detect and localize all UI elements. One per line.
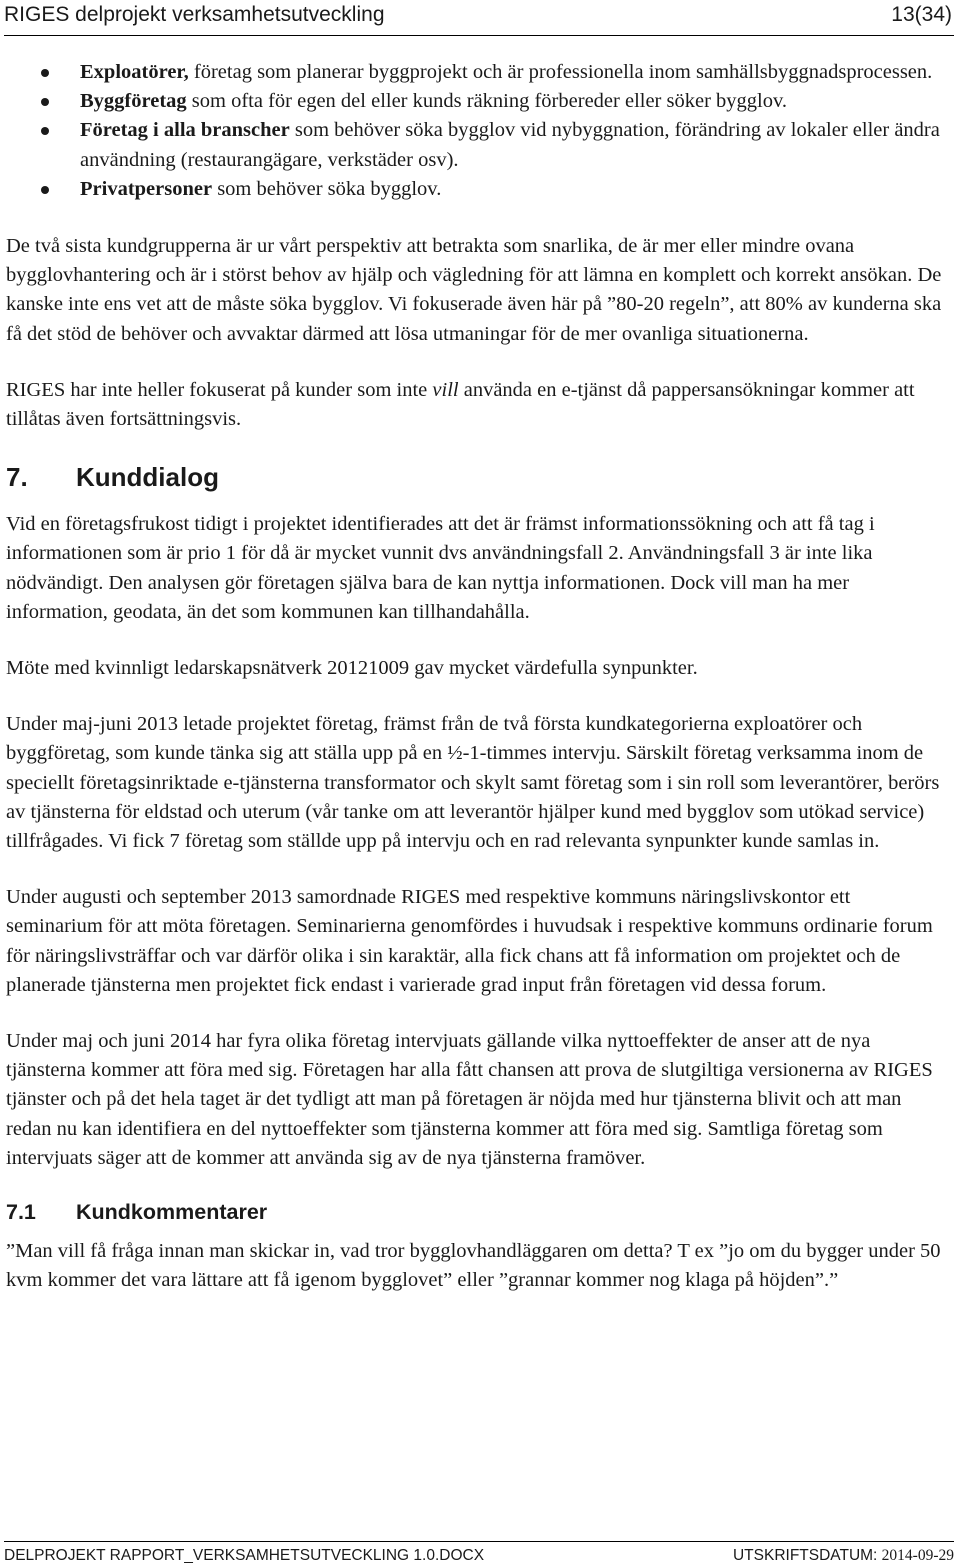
paragraph-paper-applications <box>6 376 950 434</box>
page-number: 13(34) <box>891 3 952 26</box>
bullet-icon <box>41 69 49 77</box>
footer-print-date <box>733 1547 954 1565</box>
section-heading-kunddialog <box>6 460 950 494</box>
header-rule <box>4 35 954 36</box>
list-item-term: Exploatörer, <box>80 61 189 83</box>
section-title: Kunddialog <box>76 462 219 493</box>
footer-filename: DELPROJEKT RAPPORT_VERKSAMHETSUTVECKLING 1.0.DOCX <box>4 1547 485 1564</box>
list-item-term: Byggföretag <box>80 90 187 113</box>
list-item-term: Företag i alla branscher <box>80 119 290 142</box>
emphasis-text: vill <box>432 378 459 401</box>
list-item-text: som ofta för egen del eller kunds räkning förbereder eller söker bygglov. <box>186 90 788 113</box>
bullet-icon <box>41 186 49 194</box>
section-number: 7. <box>6 462 28 493</box>
paragraph-breakfast: Vid en företagsfrukost tidigt i projektet identifierades att det är främst informationssökning och att få tag i informationen som är prio 1 för då är mycket vunnit dvs användningsfall 2. Användningsfall 3 är inte lika nödvändigt. Den analysen gör företagen själva bara de kan nyttja informationen. Dock vill man ha mer information, geodata, än det som kommunen kan tillhandahålla. <box>6 513 875 623</box>
print-date-label: UTSKRIFTSDATUM: <box>732 1547 882 1564</box>
list-item-text: som behöver söka bygglov. <box>212 177 442 200</box>
bullet-icon <box>41 127 49 135</box>
section-heading-kundkommentarer <box>6 1197 950 1227</box>
paragraph-interviews-2014: Under maj och juni 2014 har fyra olika företag intervjuats gällande vilka nyttoeffekter de anser att de nya tjänsterna kommer att föra med sig. Företagen har alla fått chansen att prova de slutgiltiga versionerna av RIGES tjänster och på det hela taget är det tydligt att man på företagen är nöjda med hur tjänsterna blivit och att man redan nu kan identifiera en del nyttoeffekter som tjänsterna kommer att föra med sig. Samtliga företag som intervjuats säger att de kommer att använda sig av de nya tjänsterna framöver. <box>6 1030 933 1169</box>
list-item <box>6 58 950 87</box>
document-body <box>6 58 950 1296</box>
list-item <box>6 87 950 116</box>
page-header <box>4 0 954 30</box>
paragraph-interviews-2013: Under maj-juni 2013 letade projektet företag, främst från de två första kundkategorierna exploatörer och byggföretag, som kunde tänka sig att ställa upp på en ½-1-timmes intervju. Särskilt företag verksamma inom de speciellt företagsinriktade e-tjänsterna transformator och skylt samt företag som i sin roll som leverantörer, berörs av tjänsterna för eldstad och uterum (vår tanke om att leverantör hjälper kund med bygglov som utökad service) tillfrågades. Vi fick 7 företag som ställde upp på intervju och en rad relevanta synpunkter kunde samlas in. <box>6 713 940 853</box>
list-item-text: som behöver söka bygglov vid nybyggnation, förändring av lokaler eller ändra användning (restaurangägare, verkstäder osv). <box>80 119 940 171</box>
list-item <box>6 175 950 204</box>
list-item <box>6 116 950 174</box>
list-item-text: företag som planerar byggprojekt och är professionella inom samhällsbyggnadsprocessen. <box>188 61 933 83</box>
customer-quote: ”Man vill få fråga innan man skickar in, vad tror bygglovhandläggaren om detta? T ex ”jo om du bygger under 50 kvm kommer det vara lättare att få igenom bygglovet” eller ”grannar kommer nog klaga på höjden”.” <box>6 1240 941 1292</box>
page-footer <box>4 1541 954 1567</box>
section-title: Kundkommentarer <box>76 1200 268 1225</box>
paragraph-customer-groups: De två sista kundgrupperna är ur vårt perspektiv att betrakta som snarlika, de är mer eller mindre ovana bygglovhantering och är i störst behov av hjälp och vägledning för att lämna en komplett och korrekt ansökan. De kanske inte ens vet att de måste söka bygglov. Vi fokuserade även här på ”80-20 regeln”, att 80% av kunderna ska få det stöd de behöver och avvaktar därmed att lösa utmaningar för de mer ovanliga situationerna. <box>6 235 942 345</box>
print-date-value: 2014-09-29 <box>881 1547 954 1564</box>
header-title: RIGES delprojekt verksamhetsutveckling <box>4 3 385 26</box>
paragraph-seminars: Under augusti och september 2013 samordnade RIGES med respektive kommuns näringslivskontor ett seminarium för att möta företagen. Seminarierna genomfördes i huvudsak i respektive kommuns ordinarie forum för näringslivsträffar och var därför olika i sin karaktär, alla fick chans att få information om projektet och de planerade tjänsterna men projektet fick endast i varierade grad input från företagen vid dessa forum. <box>6 886 933 996</box>
section-number: 7.1 <box>6 1200 36 1225</box>
paragraph-text: använda en e-tjänst då pappersansökningar kommer att tillåtas även fortsättningsvis. <box>6 378 915 431</box>
footer-rule <box>4 1541 954 1542</box>
list-item-term: Privatpersoner <box>80 177 213 200</box>
paragraph-text: RIGES har inte heller fokuserat på kunder som inte <box>6 378 433 401</box>
paragraph-network-meeting: Möte med kvinnligt ledarskapsnätverk 20121009 gav mycket värdefulla synpunkter. <box>6 657 698 680</box>
customer-group-list <box>6 58 950 204</box>
bullet-icon <box>41 98 49 106</box>
